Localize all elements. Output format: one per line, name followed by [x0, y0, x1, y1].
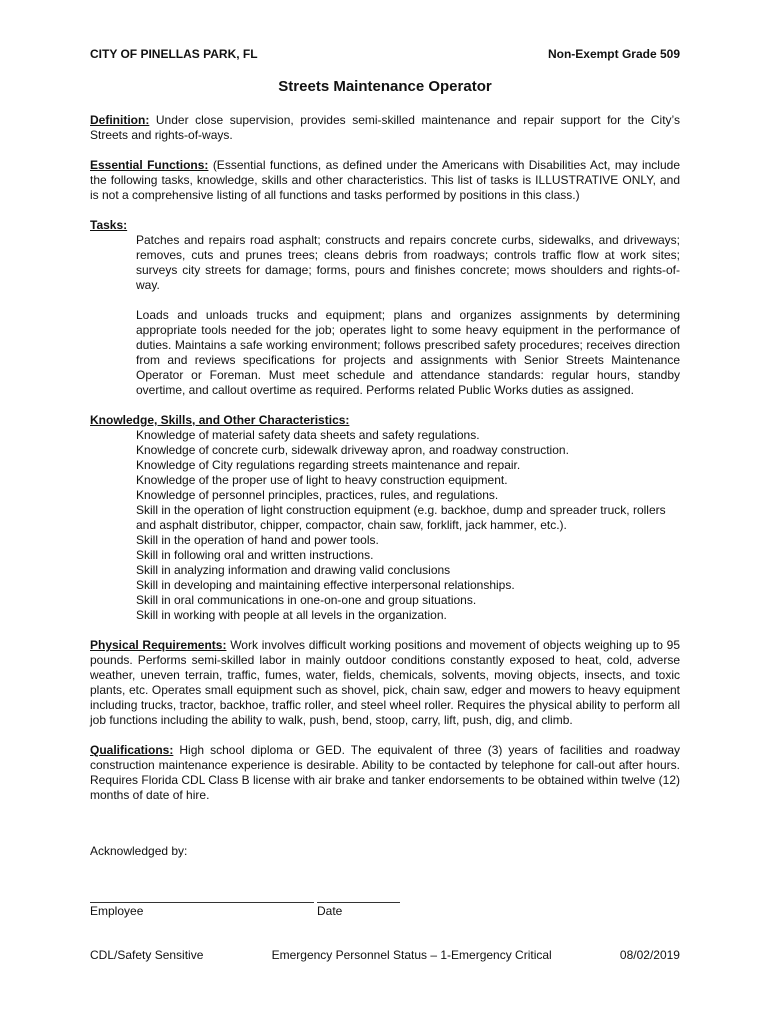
page-footer	[90, 948, 680, 963]
ksa-list	[90, 428, 680, 623]
acknowledged-by: Acknowledged by:	[90, 844, 188, 858]
tasks-paragraph: Patches and repairs road asphalt; constructs and repairs concrete curbs, sidewalks, and driveways; removes, cuts and prunes trees; cleans debris from roadways; controls traffic flow at work sites; surveys city streets for damage; forms, pours and finishes concrete; mows shoulders and rights-of-way.	[136, 233, 680, 292]
list-item: Knowledge of City regulations regarding streets maintenance and repair.	[136, 458, 521, 472]
page-title: Streets Maintenance Operator	[278, 78, 492, 95]
ksa-label: Knowledge, Skills, and Other Characteristics:	[90, 413, 350, 427]
page-header	[90, 47, 680, 62]
essential-functions-label: Essential Functions:	[90, 158, 209, 172]
header-grade: Non-Exempt Grade 509	[547, 47, 680, 61]
physical-requirements-text: Work involves difficult working positions and movement of objects weighing up to 95 pounds. Performs semi-skilled labor in mainly outdoor conditions constantly exposed to heat, cold, adverse weather, uneven terrain, traffic, fumes, water, fields, chemicals, solvents, moving objects, insects, and toxic plants, etc. Operates small equipment such as shovel, pick, chain saw, edger and mowers to heavy equipment including trucks, tractor, backhoe, traffic roller, and steel wheel roller. Requires the physical ability to perform all job functions including the ability to walk, push, bend, stoop, carry, lift, push, dig, and climb.	[90, 638, 680, 727]
list-item: Knowledge of the proper use of light to heavy construction equipment.	[136, 473, 508, 487]
list-item: Knowledge of concrete curb, sidewalk driveway apron, and roadway construction.	[136, 443, 569, 457]
tasks-paragraph: Loads and unloads trucks and equipment; plans and organizes assignments by determining appropriate tools needed for the job; operates light to some heavy equipment in the performance of duties. Maintains a safe working environment; follows prescribed safety procedures; receives direction from and reviews specifications for projects and assignments with Senior Streets Maintenance Operator or Foreman. Must meet schedule and attendance standards: regular hours, standby overtime, and callout overtime as required. Performs related Public Works duties as assigned.	[136, 308, 680, 397]
footer-date: 08/02/2019	[619, 948, 680, 962]
list-item: Skill in analyzing information and drawing valid conclusions	[136, 563, 451, 577]
employee-signature-line[interactable]	[90, 894, 314, 903]
list-item: Knowledge of material safety data sheets and safety regulations.	[136, 428, 480, 442]
tasks-label: Tasks:	[90, 218, 128, 232]
definition-section	[90, 113, 680, 143]
list-item: Skill in working with people at all levels in the organization.	[136, 608, 447, 622]
definition-label: Definition:	[90, 113, 150, 127]
footer-cdl-status: CDL/Safety Sensitive	[90, 948, 204, 962]
list-item: Skill in oral communications in one-on-one and group situations.	[136, 593, 477, 607]
header-organization: CITY OF PINELLAS PARK, FL	[90, 47, 258, 61]
employee-label: Employee	[90, 904, 144, 918]
qualifications-text: High school diploma or GED. The equivalent of three (3) years of facilities and roadway construction maintenance experience is desirable. Ability to be contacted by telephone for call-out after hours. Requires Florida CDL Class B license with air brake and tanker endorsements to be obtained within twelve (12) months of date of hire.	[90, 743, 680, 802]
list-item: Skill in developing and maintaining effective interpersonal relationships.	[136, 578, 515, 592]
physical-requirements-section	[90, 638, 680, 728]
essential-functions-section	[90, 158, 680, 203]
list-item: Skill in following oral and written instructions.	[136, 548, 374, 562]
list-item: Skill in the operation of light construction equipment (e.g. backhoe, dump and spreader truck, rollers and asphalt distributor, chipper, compactor, chain saw, forklift, jack hammer, etc.).	[136, 503, 666, 532]
qualifications-section	[90, 743, 680, 803]
date-signature-line[interactable]	[317, 894, 400, 903]
footer-emergency-status: Emergency Personnel Status – 1-Emergency Critical	[271, 948, 552, 962]
list-item: Knowledge of personnel principles, practices, rules, and regulations.	[136, 488, 499, 502]
list-item: Skill in the operation of hand and power tools.	[136, 533, 379, 547]
ksa-section	[90, 413, 680, 623]
signature-lines	[90, 894, 400, 903]
date-label: Date	[317, 904, 343, 918]
definition-text: Under close supervision, provides semi-skilled maintenance and repair support for the City’s Streets and rights-of-ways.	[90, 113, 680, 142]
document-body	[90, 113, 680, 803]
essential-functions-text: (Essential functions, as defined under the Americans with Disabilities Act, may include the following tasks, knowledge, skills and other characteristics. This list of tasks is ILLUSTRATIVE ONLY, and is not a comprehensive listing of all functions and tasks performed by positions in this class.)	[90, 158, 680, 202]
physical-requirements-label: Physical Requirements:	[90, 638, 227, 652]
tasks-section	[90, 218, 680, 398]
qualifications-label: Qualifications:	[90, 743, 174, 757]
